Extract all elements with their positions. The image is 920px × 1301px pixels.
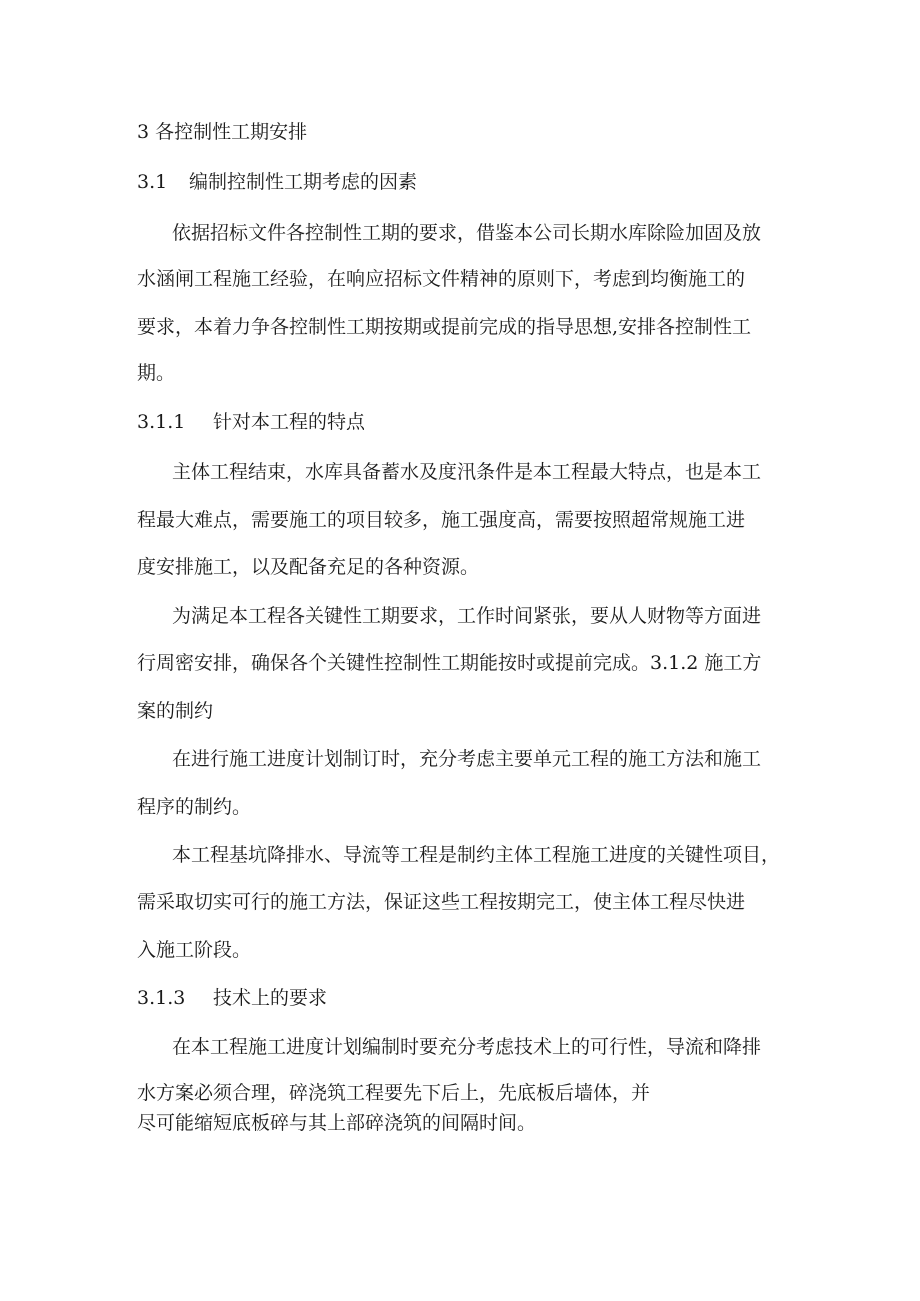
section-3-1-3-heading xyxy=(137,986,327,1010)
paragraph-line: 入施工阶段。 xyxy=(137,939,252,961)
paragraph-line: 度安排施工，以及配备充足的各种资源。 xyxy=(137,556,480,578)
section-title: 编制控制性工期考虑的因素 xyxy=(189,171,418,193)
heading-main: 3 各控制性工期安排 xyxy=(137,121,308,143)
paragraph-line: 期。 xyxy=(137,362,176,384)
section-number: 3.1.1 xyxy=(137,411,186,433)
paragraph-line: 程最大难点，需要施工的项目较多，施工强度高，需要按照超常规施工进 xyxy=(137,509,746,531)
paragraph-line: 水涵闸工程施工经验，在响应招标文件精神的原则下，考虑到均衡施工的 xyxy=(137,268,746,290)
paragraph-line: 水方案必须合理，碎浇筑工程要先下后上，先底板后墙体，并 xyxy=(137,1082,651,1104)
section-number: 3.1 xyxy=(137,171,168,193)
section-title: 针对本工程的特点 xyxy=(213,411,366,433)
section-title: 技术上的要求 xyxy=(213,987,328,1009)
paragraph-line: 依据招标文件各控制性工期的要求，借鉴本公司长期水库除险加固及放 xyxy=(172,222,762,244)
section-number: 3.1.3 xyxy=(137,987,186,1009)
paragraph-line: 本工程基坑降排水、导流等工程是制约主体工程施工进度的关键性项目， xyxy=(172,844,781,866)
section-3-1-1-heading xyxy=(137,410,365,434)
paragraph-line: 案的制约 xyxy=(137,700,214,722)
paragraph-line: 程序的制约。 xyxy=(137,796,252,818)
paragraph-line: 需采取切实可行的施工方法，保证这些工程按期完工，使主体工程尽快进 xyxy=(137,891,746,913)
paragraph-line: 为满足本工程各关键性工期要求，工作时间紧张，要从人财物等方面进 xyxy=(172,605,762,627)
paragraph-line: 主体工程结束，水库具备蓄水及度汛条件是本工程最大特点，也是本工 xyxy=(172,461,762,483)
paragraph-line: 在进行施工进度计划制订时，充分考虑主要单元工程的施工方法和施工 xyxy=(172,748,762,770)
paragraph-line: 在本工程施工进度计划编制时要充分考虑技术上的可行性，导流和降排 xyxy=(172,1036,762,1058)
paragraph-line: 行周密安排，确保各个关键性控制性工期能按时或提前完成。3.1.2 施工方 xyxy=(137,652,762,674)
paragraph-line: 要求，本着力争各控制性工期按期或提前完成的指导思想,安排各控制性工 xyxy=(137,316,752,338)
section-3-1-heading xyxy=(137,170,417,194)
paragraph-line: 尽可能缩短底板碎与其上部碎浇筑的间隔时间。 xyxy=(137,1112,537,1134)
